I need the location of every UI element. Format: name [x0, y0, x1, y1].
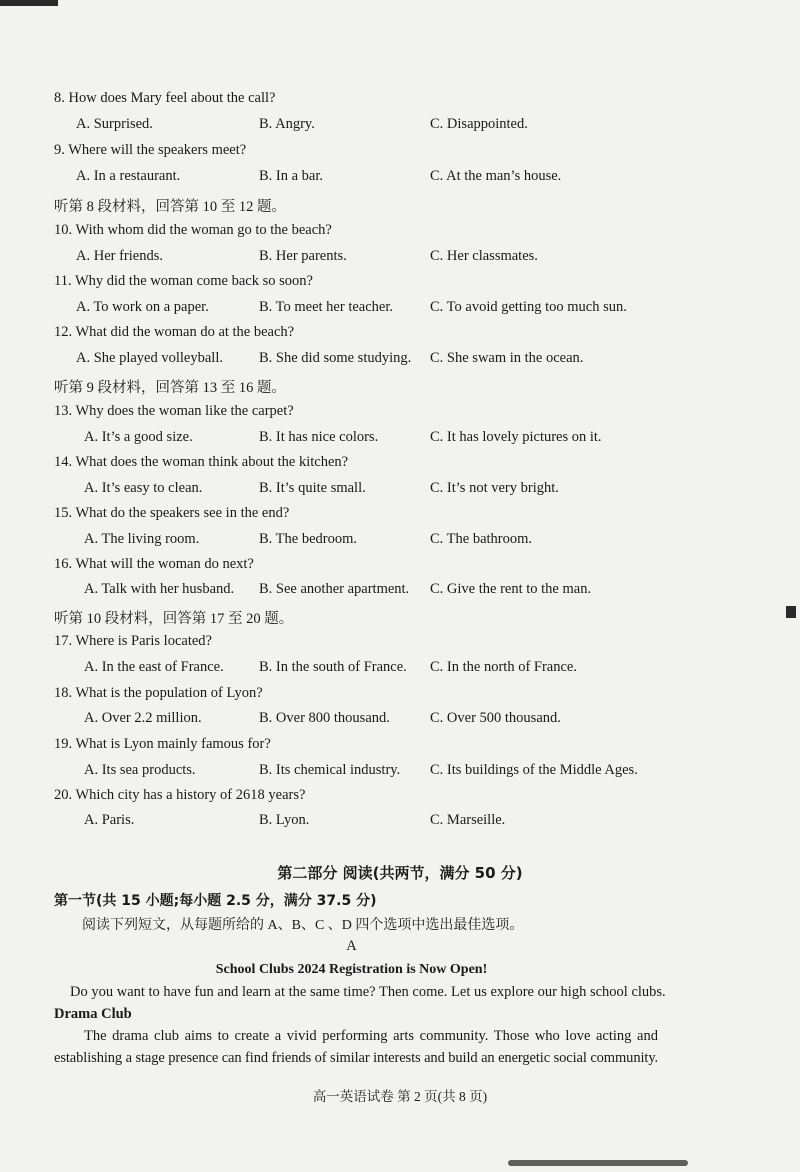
scan-edge-mark: [0, 0, 58, 6]
option-a: A. To work on a paper.: [76, 299, 209, 315]
option-a: A. In the east of France.: [84, 659, 224, 675]
passage-paragraph-line: The drama club aims to create a vivid performing arts community. Those who love acting and: [84, 1028, 658, 1044]
passage-paragraph-line: establishing a stage presence can find friends of similar interests and build an energetic social community.: [54, 1050, 659, 1066]
option-b: B. In the south of France.: [259, 659, 407, 675]
section-heading: 第一节(共 15 小题;每小题 2.5 分，满分 37.5 分): [54, 893, 377, 909]
option-c: C. She swam in the ocean.: [430, 350, 584, 366]
option-b: B. Its chemical industry.: [259, 762, 401, 778]
option-b: B. It has nice colors.: [259, 429, 379, 445]
question-stem: 8. How does Mary feel about the call?: [54, 90, 276, 106]
option-b: B. Her parents.: [259, 248, 347, 264]
question-stem: 13. Why does the woman like the carpet?: [54, 403, 294, 419]
option-a: A. Paris.: [84, 812, 135, 828]
option-b: B. She did some studying.: [259, 350, 412, 366]
option-c: C. At the man’s house.: [430, 168, 562, 184]
option-b: B. Lyon.: [259, 812, 310, 828]
option-a: A. Its sea products.: [84, 762, 196, 778]
option-a: A. It’s a good size.: [84, 429, 193, 445]
option-c: C. Over 500 thousand.: [430, 710, 561, 726]
scan-edge-mark: [786, 606, 796, 618]
part-title: 第二部分 阅读(共两节，满分 50 分): [277, 864, 523, 882]
reading-instruction: 阅读下列短文，从每题所给的 A、B、C 、D 四个选项中选出最佳选项。: [82, 918, 524, 933]
option-b: B. Over 800 thousand.: [259, 710, 390, 726]
option-b: B. See another apartment.: [259, 581, 410, 597]
question-stem: 19. What is Lyon mainly famous for?: [54, 736, 271, 752]
passage-intro: Do you want to have fun and learn at the same time? Then come. Let us explore our high school clubs.: [70, 984, 666, 1000]
option-c: C. The bathroom.: [430, 531, 533, 547]
question-stem: 10. With whom did the woman go to the beach?: [54, 222, 332, 238]
section-instruction: 听第 9 段材料，回答第 13 至 16 题。: [54, 380, 286, 396]
option-c: C. Her classmates.: [430, 248, 538, 264]
option-a: A. Over 2.2 million.: [84, 710, 202, 726]
section-instruction: 听第 10 段材料，回答第 17 至 20 题。: [54, 611, 294, 627]
scan-edge-mark: [508, 1160, 688, 1166]
question-stem: 9. Where will the speakers meet?: [54, 142, 247, 158]
passage-title: School Clubs 2024 Registration is Now Open!: [215, 962, 488, 977]
question-stem: 12. What did the woman do at the beach?: [54, 324, 295, 340]
question-stem: 14. What does the woman think about the kitchen?: [54, 454, 349, 470]
option-c: C. It has lovely pictures on it.: [430, 429, 602, 445]
page-footer: 高一英语试卷 第 2 页(共 8 页): [312, 1089, 488, 1104]
option-b: B. In a bar.: [259, 168, 324, 184]
option-a: A. Surprised.: [76, 116, 153, 132]
option-b: B. It’s quite small.: [259, 480, 366, 496]
option-c: C. Disappointed.: [430, 116, 528, 132]
option-a: A. It’s easy to clean.: [84, 480, 203, 496]
question-stem: 15. What do the speakers see in the end?: [54, 505, 290, 521]
option-c: C. It’s not very bright.: [430, 480, 559, 496]
option-a: A. The living room.: [84, 531, 200, 547]
section-instruction: 听第 8 段材料，回答第 10 至 12 题。: [54, 199, 286, 215]
option-c: C. To avoid getting too much sun.: [430, 299, 627, 315]
question-stem: 20. Which city has a history of 2618 years?: [54, 787, 306, 803]
option-b: B. Angry.: [259, 116, 315, 132]
passage-letter: A: [346, 938, 357, 954]
option-a: A. Her friends.: [76, 248, 163, 264]
option-c: C. In the north of France.: [430, 659, 577, 675]
option-c: C. Marseille.: [430, 812, 506, 828]
question-stem: 17. Where is Paris located?: [54, 633, 212, 649]
club-heading: Drama Club: [54, 1006, 132, 1022]
question-stem: 16. What will the woman do next?: [54, 556, 254, 572]
option-a: A. Talk with her husband.: [84, 581, 235, 597]
option-b: B. To meet her teacher.: [259, 299, 393, 315]
question-stem: 11. Why did the woman come back so soon?: [54, 273, 313, 289]
option-b: B. The bedroom.: [259, 531, 357, 547]
option-a: A. She played volleyball.: [76, 350, 223, 366]
option-c: C. Give the rent to the man.: [430, 581, 592, 597]
question-stem: 18. What is the population of Lyon?: [54, 685, 263, 701]
option-a: A. In a restaurant.: [76, 168, 181, 184]
option-c: C. Its buildings of the Middle Ages.: [430, 762, 638, 778]
